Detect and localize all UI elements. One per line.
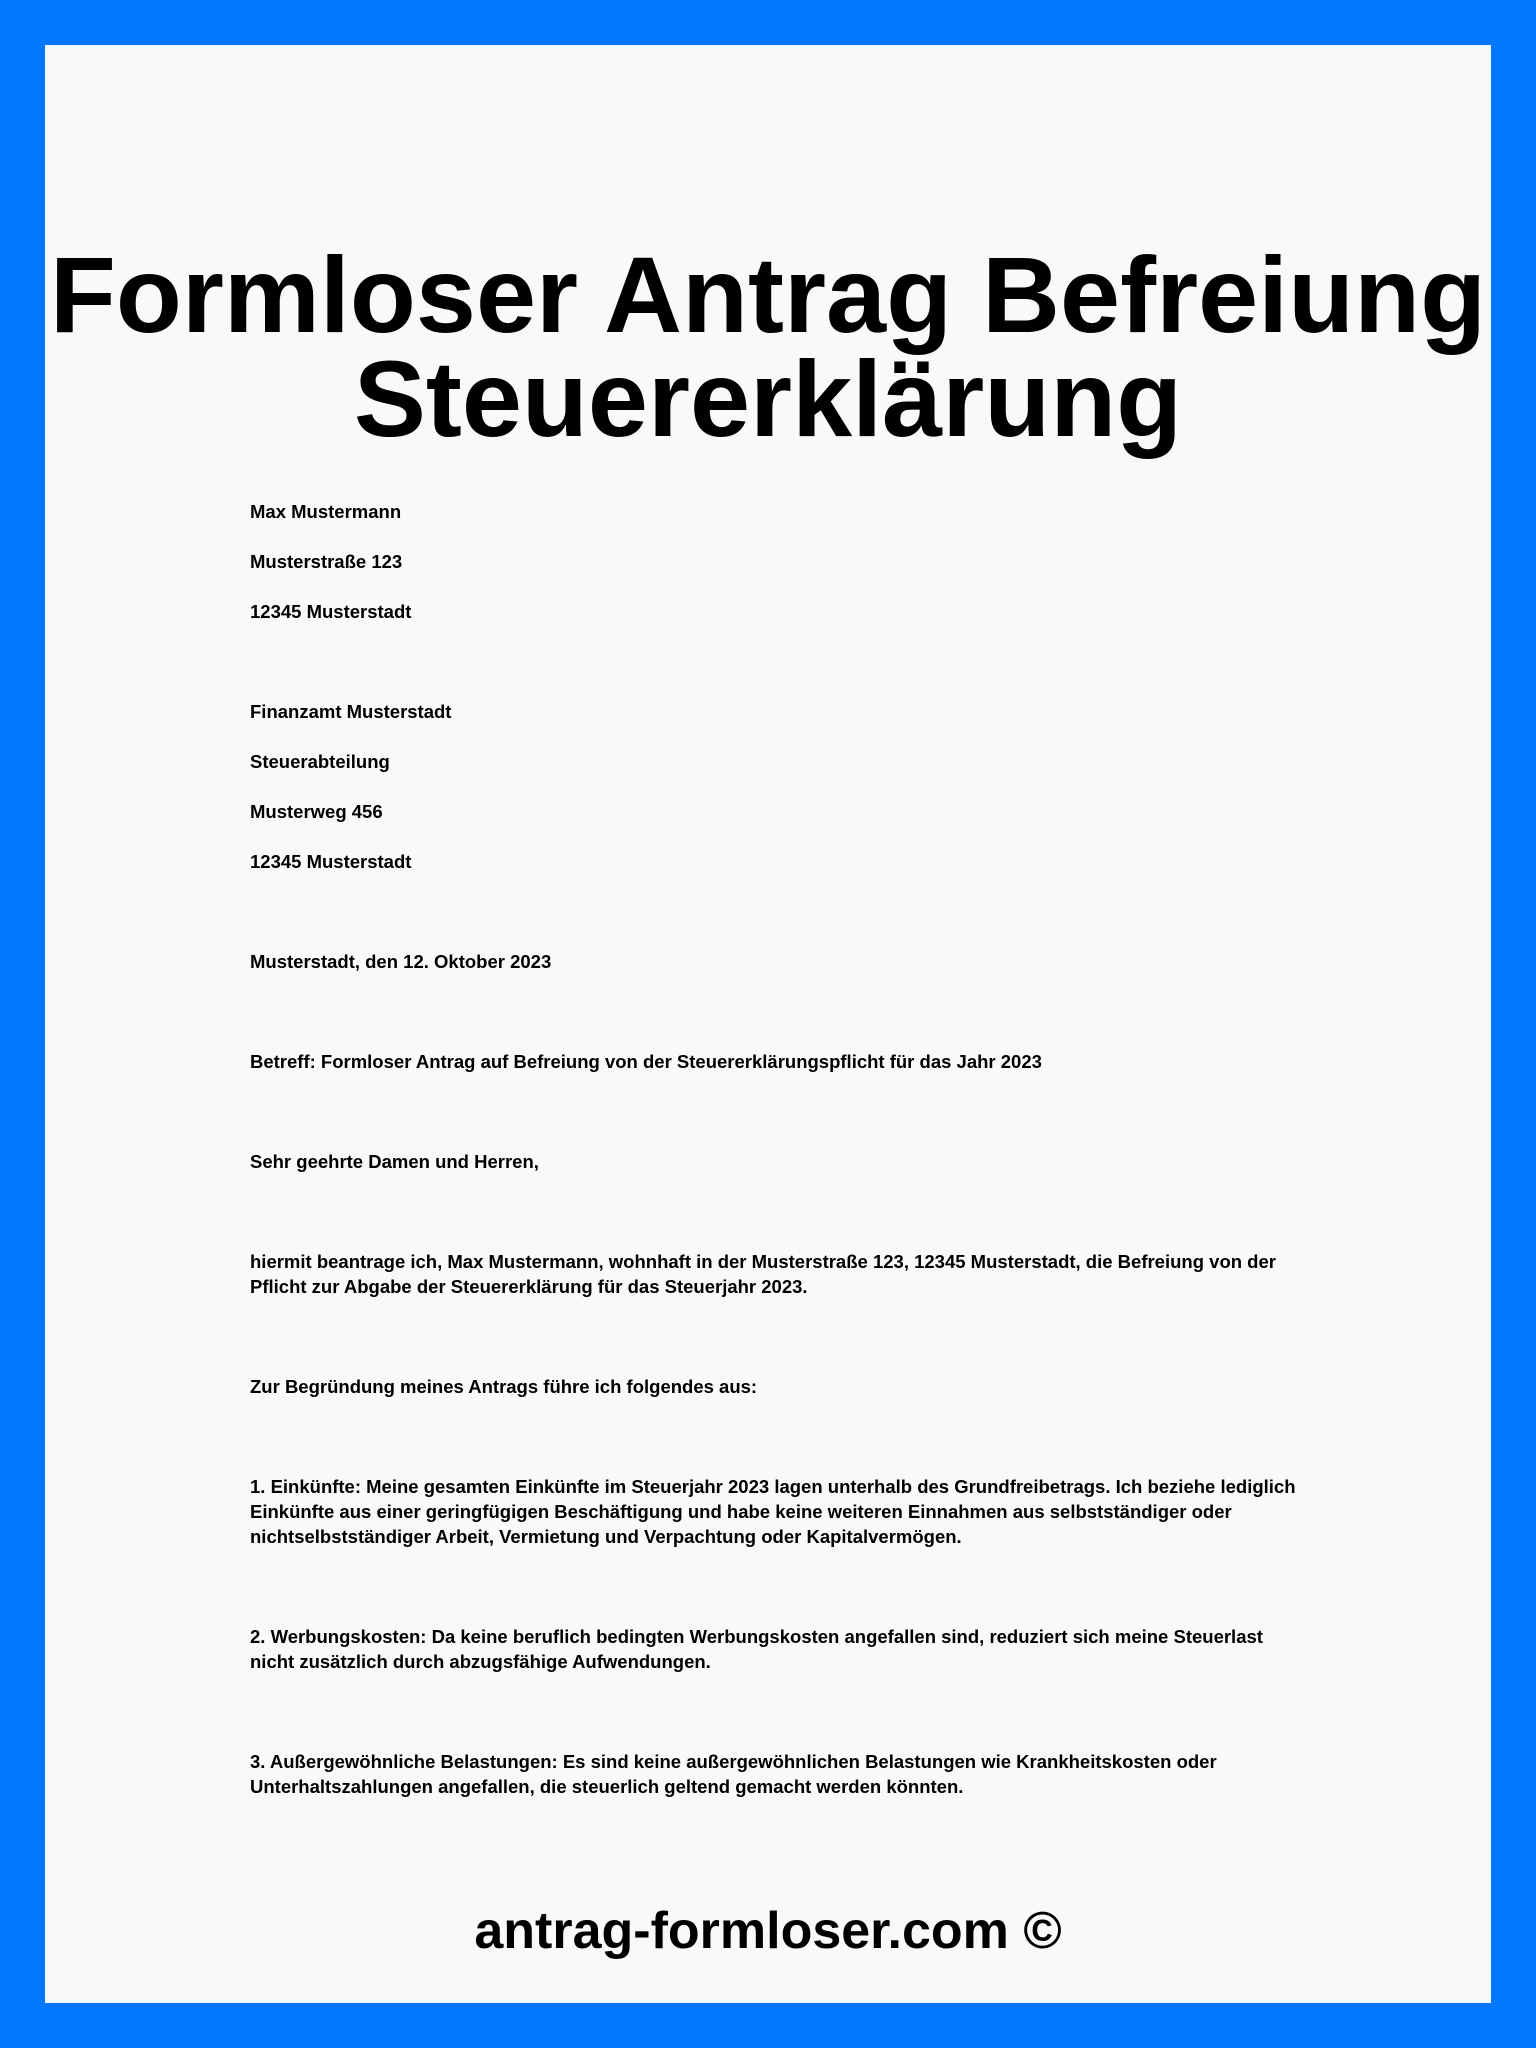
subject-line: Betreff: Formloser Antrag auf Befreiung von der Steuererklärungspflicht für das Jahr 2023 (250, 1051, 1042, 1072)
recipient-street: Musterweg 456 (250, 801, 383, 822)
point-expenses: 2. Werbungskosten: Da keine beruflich bedingten Werbungskosten angefallen sind, reduziert sich meine Steuerlast nicht zusätzlich durch abzugsfähige Aufwendungen. (250, 1626, 1263, 1672)
date-line: Musterstadt, den 12. Oktober 2023 (250, 951, 552, 972)
sender-name: Max Mustermann (250, 501, 402, 522)
footer-copyright: antrag-formloser.com © (474, 1902, 1062, 1960)
reason-intro: Zur Begründung meines Antrags führe ich folgendes aus: (250, 1376, 758, 1397)
page-title (45, 234, 1491, 459)
title-line-1: Formloser Antrag Befreiung (49, 234, 1487, 355)
document-sheet (45, 45, 1491, 2003)
point-burdens: 3. Außergewöhnliche Belastungen: Es sind keine außergewöhnlichen Belastungen wie Krankheitskosten oder Unterhaltszahlungen angefallen, die steuerlich geltend gemacht werden könnten. (250, 1751, 1217, 1797)
point-income: 1. Einkünfte: Meine gesamten Einkünfte im Steuerjahr 2023 lagen unterhalb des Grundfreibetrags. Ich beziehe lediglich Einkünfte aus einer geringfügigen Beschäftigung und habe keine weiteren Einnahmen aus selbstständiger oder nichtselbstständiger Arbeit, Vermietung und Verpachtung oder Kapitalvermögen. (250, 1476, 1296, 1547)
sender-street: Musterstraße 123 (250, 551, 403, 572)
salutation: Sehr geehrte Damen und Herren, (250, 1151, 539, 1172)
recipient-office: Finanzamt Musterstadt (250, 701, 452, 722)
sender-city: 12345 Musterstadt (250, 601, 412, 622)
recipient-department: Steuerabteilung (250, 751, 390, 772)
title-line-2: Steuererklärung (353, 338, 1183, 459)
recipient-city: 12345 Musterstadt (250, 851, 412, 872)
intro-paragraph: hiermit beantrage ich, Max Mustermann, wohnhaft in der Musterstraße 123, 12345 Musterstadt, die Befreiung von der Pflicht zur Abgabe der Steuererklärung für das Steuerjahr 2023. (250, 1251, 1276, 1297)
